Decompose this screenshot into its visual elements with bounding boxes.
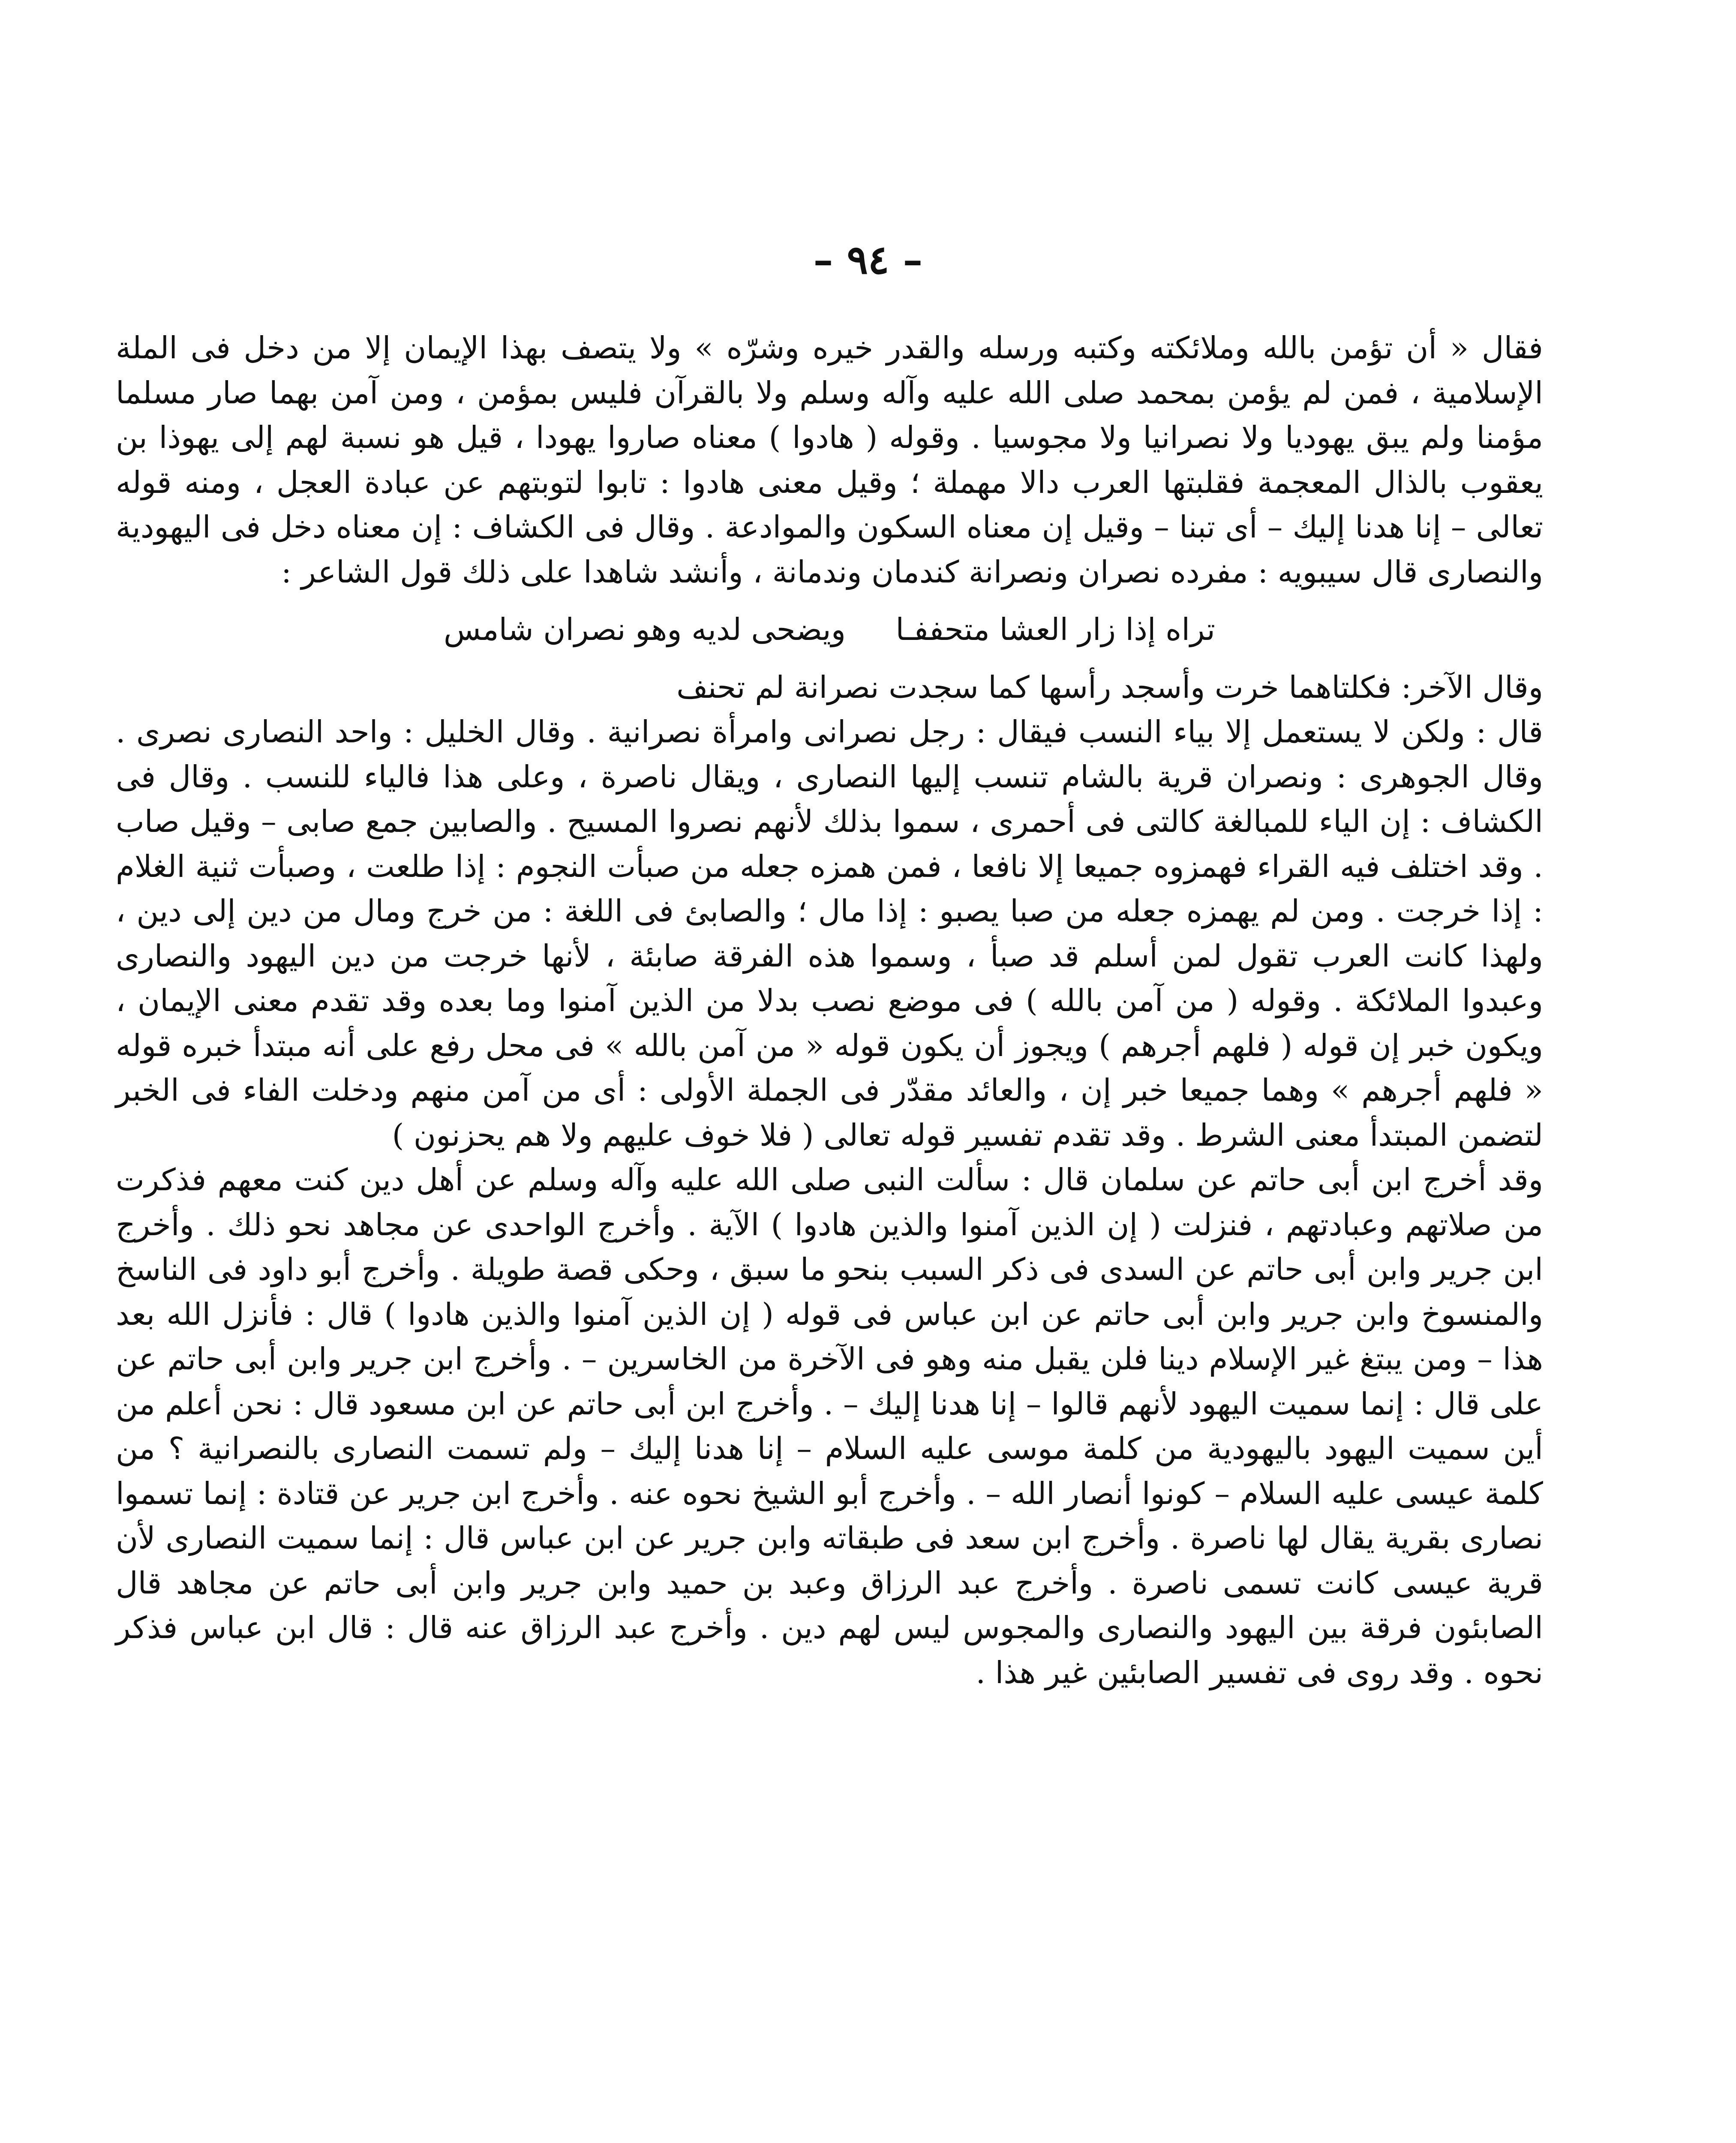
verse-hemistich-second: ويضحى لديه وهو نصران شامس: [444, 612, 846, 647]
paragraph: وقد أخرج ابن أبى حاتم عن سلمان قال : سألت النبى صلى الله عليه وآله وسلم عن أهل دين كنت معهم فذكرت من صلاتهم وعبادتهم ، فنزلت ( إن الذين آمنوا والذين هادوا ) الآية . وأخرج الواحدى عن مجاهد نحو ذلك . وأخرج ابن جرير وابن أبى حاتم عن السدى فى ذكر السبب بنحو ما سبق ، وحكى قصة طويلة . وأخرج أبو داود فى الناسخ والمنسوخ وابن جرير وابن أبى حاتم عن ابن عباس فى قوله ( إن الذين آمنوا والذين هادوا ) قال : فأنزل الله بعد هذا – ومن يبتغ غير الإسلام دينا فلن يقبل منه وهو فى الآخرة من الخاسرين – . وأخرج ابن جرير وابن أبى حاتم عن على قال : إنما سميت اليهود لأنهم قالوا – إنا هدنا إليك – . وأخرج ابن أبى حاتم عن ابن مسعود قال : نحن أعلم من أين سميت اليهود باليهودية من كلمة موسى عليه السلام – إنا هدنا إليك – ولم تسمت النصارى بالنصرانية ؟ من كلمة عيسى عليه السلام – كونوا أنصار الله – . وأخرج أبو الشيخ نحوه عنه . وأخرج ابن جرير عن قتادة : إنما تسموا نصارى بقرية يقال لها ناصرة . وأخرج ابن سعد فى طبقاته وابن جرير عن ابن عباس قال : إنما سميت النصارى لأن قرية عيسى كانت تسمى ناصرة . وأخرج عبد الرزاق وعبد بن حميد وابن جرير وابن أبى حاتم عن مجاهد قال الصابئون فرقة بين اليهود والنصارى والمجوس ليس لهم دين . وأخرج عبد الرزاق عنه قال : قال ابن عباس فذكر نحوه . وقد روى فى تفسير الصابئين غير هذا .: [116, 1162, 1543, 1690]
poetry-verse-line: وقال الآخر: فكلتاهما خرت وأسجد رأسها كما سجدت نصرانة لم تحنف: [676, 669, 1543, 705]
paragraph: قال : ولكن لا يستعمل إلا بياء النسب فيقال : رجل نصرانى وامرأة نصرانية . وقال الخليل : واحد النصارى نصرى . وقال الجوهرى : ونصران قرية بالشام تنسب إليها النصارى ، ويقال ناصرة ، وعلى هذا فالياء للنسب . وقال فى الكشاف : إن الياء للمبالغة كالتى فى أحمرى ، سموا بذلك لأنهم نصروا المسيح . والصابين جمع صابى – وقيل صاب . وقد اختلف فيه القراء فهمزوه جميعا إلا نافعا ، فمن همزه جعله من صبأت النجوم : إذا طلعت ، وصبأت ثنية الغلام : إذا خرجت . ومن لم يهمزه جعله من صبا يصبو : إذا مال ؛ والصابئ فى اللغة : من خرج ومال من دين إلى دين ، ولهذا كانت العرب تقول لمن أسلم قد صبأ ، وسموا هذه الفرقة صابئة ، لأنها خرجت من دين اليهود والنصارى وعبدوا الملائكة . وقوله ( من آمن بالله ) فى موضع نصب بدلا من الذين آمنوا وما بعده وقد تقدم معنى الإيمان ، ويكون خبر إن قوله ( فلهم أجرهم ) ويجوز أن يكون قوله « من آمن بالله » فى محل رفع على أنه مبتدأ خبره قوله « فلهم أجرهم » وهما جميعا خبر إن ، والعائد مقدّر فى الجملة الأولى : أى من آمن منهم ودخلت الفاء فى الخبر لتضمن المبتدأ معنى الشرط . وقد تقدم تفسير قوله تعالى ( فلا خوف عليهم ولا هم يحزنون ): [116, 714, 1543, 1153]
paragraph: فقال « أن تؤمن بالله وملائكته وكتبه ورسله والقدر خيره وشرّه » ولا يتصف بهذا الإيمان إلا من دخل فى الملة الإسلامية ، فمن لم يؤمن بمحمد صلى الله عليه وآله وسلم ولا بالقرآن فليس بمؤمن ، ومن آمن بهما صار مسلما مؤمنا ولم يبق يهوديا ولا نصرانيا ولا مجوسيا . وقوله ( هادوا ) معناه صاروا يهودا ، قيل هو نسبة لهم إلى يهوذا بن يعقوب بالذال المعجمة فقلبتها العرب دالا مهملة ؛ وقيل معنى هادوا : تابوا لتوبتهم عن عبادة العجل ، ومنه قوله تعالى – إنا هدنا إليك – أى تبنا – وقيل إن معناه السكون والموادعة . وقال فى الكشاف : إن معناه دخل فى اليهودية والنصارى قال سيبويه : مفرده نصران ونصرانة كندمان وندمانة ، وأنشد شاهدا على ذلك قول الشاعر :: [116, 330, 1543, 590]
page-number: – ٩٤ –: [813, 237, 923, 283]
verse-hemistich-first: تراه إذا زار العشا متحففـا: [895, 612, 1215, 647]
poetry-verse: [444, 607, 1215, 652]
commentary-text: [116, 326, 1543, 1695]
